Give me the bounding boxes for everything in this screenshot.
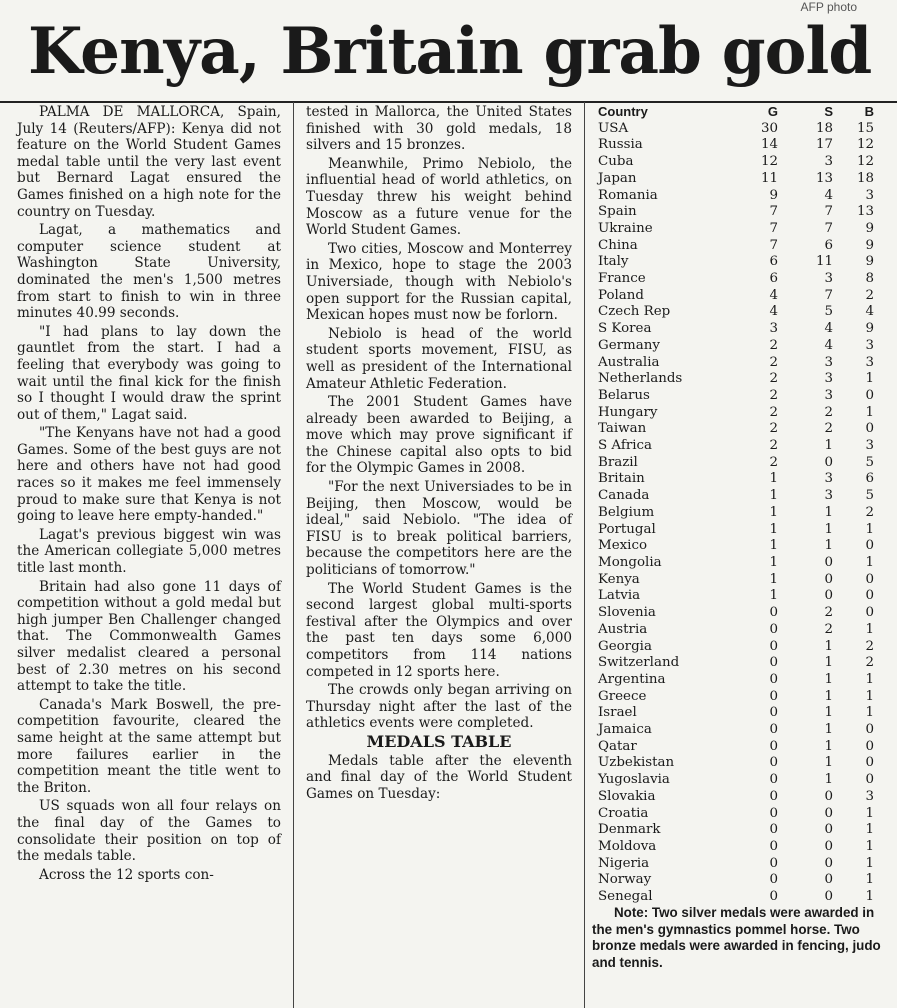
- medals-row: [598, 388, 874, 405]
- medals-row: [598, 839, 874, 856]
- gold-cell: 0: [769, 872, 778, 888]
- gold-cell: 1: [769, 588, 778, 604]
- headline-rule: [0, 101, 897, 103]
- medals-row: [598, 872, 874, 889]
- gold-cell: 0: [769, 722, 778, 738]
- silver-cell: 1: [824, 521, 833, 537]
- medals-row: [598, 572, 874, 589]
- article-paragraph: The crowds only began arriving on Thursday night after the last of the athletics events were completed.: [306, 682, 572, 732]
- medals-row: [598, 789, 874, 806]
- medals-row: [598, 739, 874, 756]
- medals-row: [598, 705, 874, 722]
- gold-cell: 1: [769, 488, 778, 504]
- medals-row: [598, 755, 874, 772]
- medals-row: [598, 672, 874, 689]
- header-country: Country: [598, 104, 648, 119]
- medals-row: [598, 772, 874, 789]
- gold-cell: 11: [760, 170, 778, 186]
- silver-cell: 0: [824, 554, 833, 570]
- medals-table-body: [598, 121, 874, 906]
- country-cell: S Africa: [598, 438, 652, 454]
- header-gold: G: [767, 104, 778, 119]
- gold-cell: 0: [769, 788, 778, 804]
- silver-cell: 4: [824, 187, 833, 203]
- silver-cell: 1: [824, 772, 833, 788]
- medals-row: [598, 505, 874, 522]
- country-cell: Mongolia: [598, 554, 662, 570]
- silver-cell: 0: [824, 805, 833, 821]
- country-cell: Croatia: [598, 805, 649, 821]
- gold-cell: 9: [769, 187, 778, 203]
- silver-cell: 2: [824, 421, 833, 437]
- bronze-cell: 0: [865, 755, 874, 771]
- silver-cell: 4: [824, 321, 833, 337]
- bronze-cell: 1: [865, 889, 874, 905]
- silver-cell: 2: [824, 621, 833, 637]
- gold-cell: 30: [760, 120, 778, 136]
- silver-cell: 7: [824, 220, 833, 236]
- bronze-cell: 9: [865, 237, 874, 253]
- gold-cell: 1: [769, 504, 778, 520]
- medals-row: [598, 722, 874, 739]
- bronze-cell: 1: [865, 671, 874, 687]
- medals-row: [598, 471, 874, 488]
- country-cell: Slovakia: [598, 788, 656, 804]
- medals-row: [598, 856, 874, 873]
- country-cell: Poland: [598, 287, 644, 303]
- silver-cell: 1: [824, 655, 833, 671]
- article-paragraph: PALMA DE MALLORCA, Spain, July 14 (Reuters/AFP): Kenya did not feature on the World Student Games medal table until the very last event but Bernard Lagat ensured the Games finished on a high note for the country on Tuesday.: [17, 104, 281, 220]
- gold-cell: 12: [760, 154, 778, 170]
- bronze-cell: 1: [865, 688, 874, 704]
- bronze-cell: 12: [856, 154, 874, 170]
- gold-cell: 2: [769, 421, 778, 437]
- medals-row: [598, 522, 874, 539]
- country-cell: Russia: [598, 137, 643, 153]
- medals-row: [598, 338, 874, 355]
- column-divider: [584, 102, 585, 1008]
- article-paragraph: Canada's Mark Boswell, the pre-competition favourite, cleared the same height at the same attempt but more failures earlier in the competition meant the title went to the Briton.: [17, 696, 281, 796]
- gold-cell: 0: [769, 671, 778, 687]
- gold-cell: 2: [769, 454, 778, 470]
- medals-row: [598, 889, 874, 906]
- country-cell: China: [598, 237, 638, 253]
- article-column-2: [306, 104, 572, 804]
- medals-row: [598, 605, 874, 622]
- medals-row: [598, 421, 874, 438]
- photo-credit: AFP photo: [800, 0, 857, 14]
- gold-cell: 0: [769, 688, 778, 704]
- country-cell: Italy: [598, 254, 629, 270]
- article-paragraph: Across the 12 sports con-: [39, 866, 214, 883]
- silver-cell: 11: [815, 254, 833, 270]
- country-cell: Mexico: [598, 538, 648, 554]
- article-column-1: [17, 104, 281, 885]
- bronze-cell: 1: [865, 621, 874, 637]
- medals-row: [598, 622, 874, 639]
- medals-table: [598, 104, 874, 906]
- bronze-cell: 1: [865, 805, 874, 821]
- gold-cell: 1: [769, 554, 778, 570]
- bronze-cell: 12: [856, 137, 874, 153]
- medals-row: [598, 806, 874, 823]
- column-divider: [293, 102, 294, 1008]
- gold-cell: 0: [769, 655, 778, 671]
- article-paragraph: US squads won all four relays on the final day of the Games to consolidate their position on top of the medals table.: [17, 798, 281, 865]
- bronze-cell: 4: [865, 304, 874, 320]
- bronze-cell: 0: [865, 772, 874, 788]
- silver-cell: 1: [824, 738, 833, 754]
- medals-row: [598, 555, 874, 572]
- country-cell: USA: [598, 120, 629, 136]
- article-paragraph: "I had plans to lay down the gauntlet from the start. I had a feeling that everybody was going to wait until the final kick for the finish so I thought I would draw the sprint out of them," Lagat said.: [17, 323, 281, 423]
- silver-cell: 17: [815, 137, 833, 153]
- bronze-cell: 2: [865, 655, 874, 671]
- medals-row: [598, 355, 874, 372]
- country-cell: Brazil: [598, 454, 638, 470]
- medals-row: [598, 121, 874, 138]
- bronze-cell: 2: [865, 638, 874, 654]
- silver-cell: 1: [824, 688, 833, 704]
- gold-cell: 2: [769, 438, 778, 454]
- silver-cell: 3: [824, 387, 833, 403]
- silver-cell: 6: [824, 237, 833, 253]
- country-cell: Canada: [598, 488, 650, 504]
- country-cell: Japan: [598, 170, 637, 186]
- silver-cell: 7: [824, 287, 833, 303]
- bronze-cell: 6: [865, 471, 874, 487]
- silver-cell: 0: [824, 788, 833, 804]
- headline: Kenya, Britain grab gold: [28, 14, 872, 89]
- bronze-cell: 15: [856, 120, 874, 136]
- country-cell: Nigeria: [598, 855, 650, 871]
- silver-cell: 0: [824, 571, 833, 587]
- gold-cell: 2: [769, 387, 778, 403]
- bronze-cell: 3: [865, 788, 874, 804]
- medals-row: [598, 655, 874, 672]
- country-cell: Belarus: [598, 387, 650, 403]
- gold-cell: 7: [769, 204, 778, 220]
- medals-row: [598, 455, 874, 472]
- gold-cell: 0: [769, 755, 778, 771]
- country-cell: Taiwan: [598, 421, 647, 437]
- bronze-cell: 1: [865, 371, 874, 387]
- bronze-cell: 1: [865, 705, 874, 721]
- country-cell: Cuba: [598, 154, 634, 170]
- bronze-cell: 3: [865, 187, 874, 203]
- silver-cell: 3: [824, 354, 833, 370]
- medals-row: [598, 304, 874, 321]
- article-paragraph: Lagat, a mathematics and computer science student at Washington State University, dominated the men's 1,500 metres from start to finish to win in three minutes 40.99 seconds.: [17, 222, 281, 322]
- bronze-cell: 1: [865, 838, 874, 854]
- bronze-cell: 9: [865, 321, 874, 337]
- silver-cell: 4: [824, 337, 833, 353]
- country-cell: Belgium: [598, 504, 655, 520]
- silver-cell: 18: [815, 120, 833, 136]
- country-cell: Latvia: [598, 588, 641, 604]
- bronze-cell: 5: [865, 488, 874, 504]
- gold-cell: 0: [769, 772, 778, 788]
- bronze-cell: 8: [865, 271, 874, 287]
- silver-cell: 2: [824, 605, 833, 621]
- silver-cell: 1: [824, 504, 833, 520]
- article-paragraph: Britain had also gone 11 days of competition without a gold medal but high jumper Ben Challenger changed that. The Commonwealth Games silver medalist cleared a personal best of 2.30 metres on his second attempt to take the title.: [17, 578, 281, 695]
- bronze-cell: 3: [865, 438, 874, 454]
- medals-row: [598, 137, 874, 154]
- medals-row: [598, 405, 874, 422]
- medals-row: [598, 154, 874, 171]
- gold-cell: 6: [769, 271, 778, 287]
- medals-row: [598, 321, 874, 338]
- bronze-cell: 0: [865, 421, 874, 437]
- gold-cell: 6: [769, 254, 778, 270]
- gold-cell: 0: [769, 889, 778, 905]
- bronze-cell: 18: [856, 170, 874, 186]
- article-paragraph: The World Student Games is the second largest global multi-sports festival after the Olympics and over the past ten days some 6,000 competitors from 114 nations competed in 12 sports here.: [306, 580, 572, 680]
- gold-cell: 0: [769, 638, 778, 654]
- bronze-cell: 1: [865, 855, 874, 871]
- bronze-cell: 0: [865, 738, 874, 754]
- silver-cell: 0: [824, 454, 833, 470]
- country-cell: France: [598, 271, 646, 287]
- gold-cell: 2: [769, 354, 778, 370]
- medals-row: [598, 188, 874, 205]
- gold-cell: 4: [769, 304, 778, 320]
- article-paragraph: "For the next Universiades to be in Beijing, then Moscow, would be ideal," said Nebiolo. "The idea of FISU is to break political barriers, because the competitors here are the politicians of tomorrow.": [306, 479, 572, 579]
- country-cell: Georgia: [598, 638, 652, 654]
- country-cell: Greece: [598, 688, 647, 704]
- gold-cell: 2: [769, 371, 778, 387]
- gold-cell: 1: [769, 538, 778, 554]
- medals-row: [598, 271, 874, 288]
- bronze-cell: 1: [865, 872, 874, 888]
- country-cell: S Korea: [598, 321, 652, 337]
- country-cell: Germany: [598, 337, 660, 353]
- gold-cell: 0: [769, 705, 778, 721]
- header-silver: S: [824, 104, 833, 119]
- silver-cell: 1: [824, 538, 833, 554]
- country-cell: Ukraine: [598, 220, 653, 236]
- article-paragraph: Lagat's previous biggest win was the American collegiate 5,000 metres title last month.: [17, 526, 281, 577]
- medals-row: [598, 288, 874, 305]
- silver-cell: 1: [824, 638, 833, 654]
- country-cell: Kenya: [598, 571, 640, 587]
- silver-cell: 5: [824, 304, 833, 320]
- gold-cell: 0: [769, 822, 778, 838]
- medals-row: [598, 221, 874, 238]
- article-paragraph: Meanwhile, Primo Nebiolo, the influential head of world athletics, on Tuesday threw his weight behind Moscow as a future venue for the World Student Games.: [306, 155, 572, 239]
- silver-cell: 0: [824, 855, 833, 871]
- medals-row: [598, 538, 874, 555]
- country-cell: Senegal: [598, 889, 653, 905]
- silver-cell: 3: [824, 271, 833, 287]
- silver-cell: 2: [824, 404, 833, 420]
- bronze-cell: 3: [865, 354, 874, 370]
- country-cell: Denmark: [598, 822, 661, 838]
- gold-cell: 0: [769, 838, 778, 854]
- medals-note: Note: Two silver medals were awarded in the men's gymnastics pommel horse. Two bronze medals were awarded in fencing, judo and tennis.: [592, 905, 881, 970]
- bronze-cell: 1: [865, 521, 874, 537]
- gold-cell: 1: [769, 571, 778, 587]
- medals-row: [598, 822, 874, 839]
- bronze-cell: 0: [865, 588, 874, 604]
- country-cell: Israel: [598, 705, 637, 721]
- bronze-cell: 0: [865, 605, 874, 621]
- gold-cell: 14: [760, 137, 778, 153]
- country-cell: Netherlands: [598, 371, 683, 387]
- country-cell: Spain: [598, 204, 637, 220]
- bronze-cell: 9: [865, 220, 874, 236]
- bronze-cell: 3: [865, 337, 874, 353]
- country-cell: Austria: [598, 621, 648, 637]
- gold-cell: 1: [769, 521, 778, 537]
- article-paragraph: Nebiolo is head of the world student sports movement, FISU, as well as president of the International Amateur Athletic Federation.: [306, 325, 572, 392]
- gold-cell: 0: [769, 855, 778, 871]
- silver-cell: 1: [824, 722, 833, 738]
- medals-row: [598, 639, 874, 656]
- article-paragraph: tested in Mallorca, the United States finished with 30 gold medals, 18 silvers and 15 bronzes.: [306, 104, 572, 154]
- silver-cell: 7: [824, 204, 833, 220]
- gold-cell: 3: [769, 321, 778, 337]
- article-paragraph: The 2001 Student Games have already been awarded to Beijing, a move which may prove significant if the Chinese capital also opts to bid for the Olympic Games in 2008.: [306, 394, 572, 477]
- country-cell: Qatar: [598, 738, 637, 754]
- gold-cell: 2: [769, 404, 778, 420]
- silver-cell: 0: [824, 588, 833, 604]
- bronze-cell: 1: [865, 822, 874, 838]
- bronze-cell: 13: [856, 204, 874, 220]
- silver-cell: 0: [824, 822, 833, 838]
- medals-row: [598, 689, 874, 706]
- bronze-cell: 0: [865, 387, 874, 403]
- country-cell: Uzbekistan: [598, 755, 675, 771]
- country-cell: Norway: [598, 872, 652, 888]
- silver-cell: 0: [824, 872, 833, 888]
- medals-row: [598, 438, 874, 455]
- silver-cell: 1: [824, 438, 833, 454]
- header-bronze: B: [864, 104, 874, 119]
- gold-cell: 0: [769, 621, 778, 637]
- medals-row: [598, 371, 874, 388]
- medals-row: [598, 238, 874, 255]
- country-cell: Switzerland: [598, 655, 680, 671]
- gold-cell: 7: [769, 237, 778, 253]
- silver-cell: 1: [824, 705, 833, 721]
- country-cell: Hungary: [598, 404, 658, 420]
- country-cell: Yugoslavia: [598, 772, 670, 788]
- medals-table-subhead: MEDALS TABLE: [366, 731, 512, 751]
- medals-row: [598, 204, 874, 221]
- medals-row: [598, 588, 874, 605]
- gold-cell: 4: [769, 287, 778, 303]
- silver-cell: 3: [824, 154, 833, 170]
- bronze-cell: 0: [865, 571, 874, 587]
- gold-cell: 7: [769, 220, 778, 236]
- bronze-cell: 5: [865, 454, 874, 470]
- gold-cell: 2: [769, 337, 778, 353]
- silver-cell: 3: [824, 488, 833, 504]
- medals-row: [598, 171, 874, 188]
- article-paragraph: "The Kenyans have not had a good Games. Some of the best guys are not here and others have not had good races so it makes me feel immensely proud to make sure that Kenya is not going to leave here empty-handed.": [17, 425, 281, 525]
- silver-cell: 0: [824, 889, 833, 905]
- silver-cell: 13: [815, 170, 833, 186]
- country-cell: Czech Rep: [598, 304, 671, 320]
- country-cell: Romania: [598, 187, 658, 203]
- gold-cell: 1: [769, 471, 778, 487]
- bronze-cell: 0: [865, 722, 874, 738]
- medals-header-row: [598, 104, 874, 121]
- bronze-cell: 0: [865, 538, 874, 554]
- country-cell: Slovenia: [598, 605, 656, 621]
- country-cell: Argentina: [598, 671, 666, 687]
- medals-row: [598, 488, 874, 505]
- country-cell: Jamaica: [598, 722, 652, 738]
- country-cell: Moldova: [598, 838, 657, 854]
- country-cell: Australia: [598, 354, 660, 370]
- bronze-cell: 2: [865, 504, 874, 520]
- bronze-cell: 1: [865, 554, 874, 570]
- bronze-cell: 1: [865, 404, 874, 420]
- silver-cell: 3: [824, 471, 833, 487]
- article-paragraph: Two cities, Moscow and Monterrey in Mexico, hope to stage the 2003 Universiade, though with Nebiolo's open support for the Russian capital, Mexican hopes must now be forlorn.: [306, 240, 572, 324]
- article-paragraph: Medals table after the eleventh and final day of the World Student Games on Tuesday:: [306, 752, 572, 802]
- silver-cell: 1: [824, 755, 833, 771]
- country-cell: Britain: [598, 471, 645, 487]
- silver-cell: 1: [824, 671, 833, 687]
- bronze-cell: 2: [865, 287, 874, 303]
- gold-cell: 0: [769, 738, 778, 754]
- silver-cell: 0: [824, 838, 833, 854]
- medals-row: [598, 254, 874, 271]
- gold-cell: 0: [769, 605, 778, 621]
- country-cell: Portugal: [598, 521, 656, 537]
- gold-cell: 0: [769, 805, 778, 821]
- bronze-cell: 9: [865, 254, 874, 270]
- silver-cell: 3: [824, 371, 833, 387]
